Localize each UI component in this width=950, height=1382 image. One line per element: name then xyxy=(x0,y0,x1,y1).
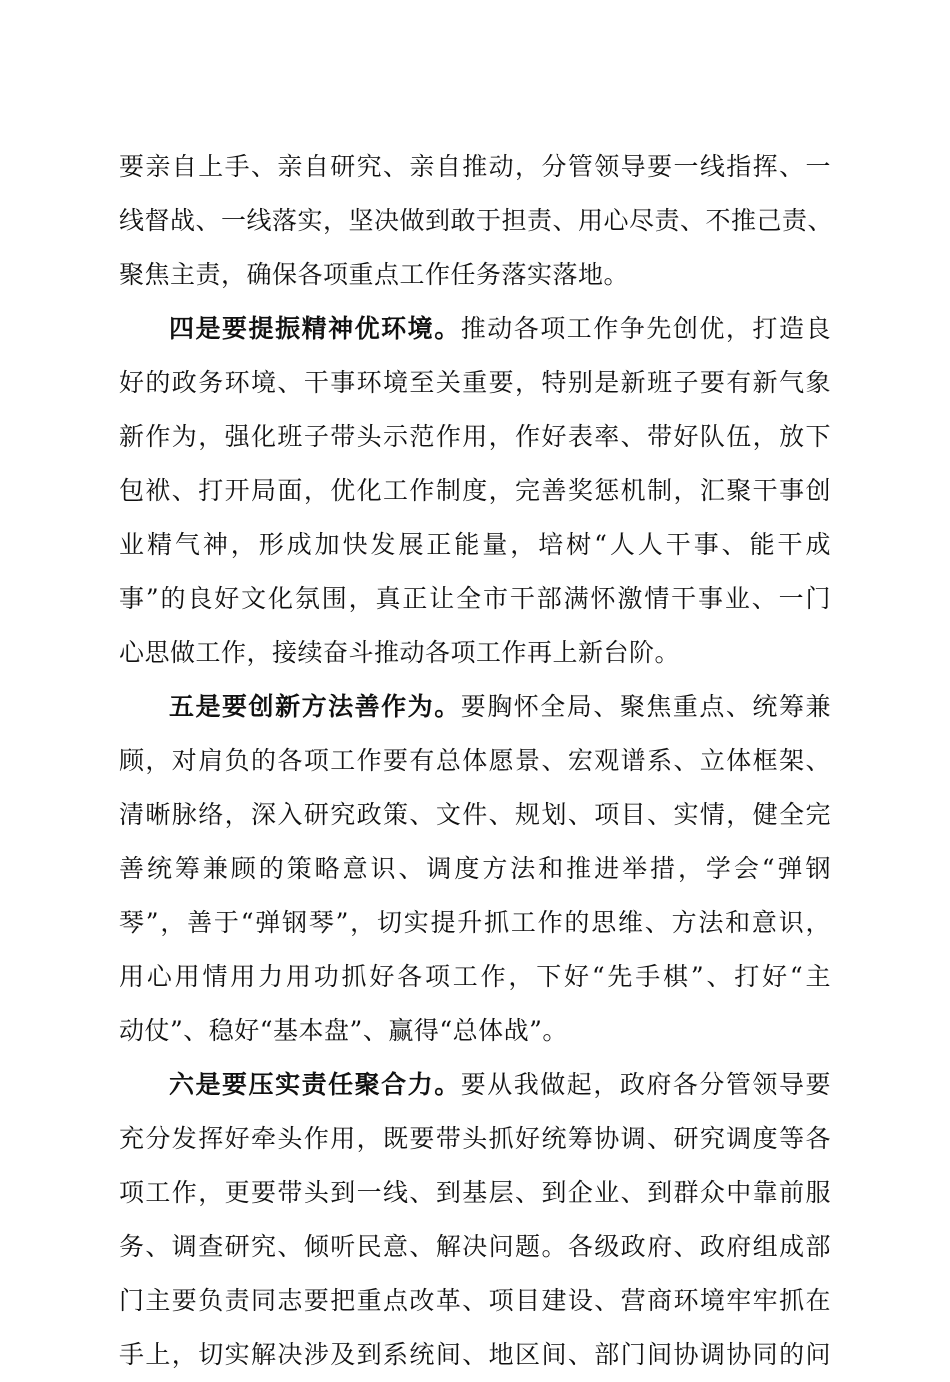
paragraph-heading: 四是要提振精神优环境。 xyxy=(169,314,461,343)
text-line: 要亲自上手、亲自研究、亲自推动，分管领导要一线指挥、一 xyxy=(119,152,831,181)
text-line: 善统筹兼顾的策略意识、调度方法和推进举措，学会“弹钢 xyxy=(119,854,831,883)
paragraph-four xyxy=(119,302,831,680)
text-line: 聚焦主责，确保各项重点工作任务落实落地。 xyxy=(119,260,630,289)
paragraph-heading: 六是要压实责任聚合力。 xyxy=(169,1070,461,1099)
text-line: 项工作，更要带头到一线、到基层、到企业、到群众中靠前服 xyxy=(119,1178,831,1207)
paragraph-six xyxy=(119,1058,831,1382)
text-line: 手上，切实解决涉及到系统间、地区间、部门间协调协同的问 xyxy=(119,1340,831,1369)
text-line: 事”的良好文化氛围，真正让全市干部满怀激情干事业、一门 xyxy=(119,584,831,613)
text-line: 业精气神，形成加快发展正能量，培树“人人干事、能干成 xyxy=(119,530,831,559)
text-span: 推动各项工作争先创优，打造良 xyxy=(460,314,831,343)
text-line-first xyxy=(119,302,831,356)
text-line-first xyxy=(119,680,831,734)
text-line: 清晰脉络，深入研究政策、文件、规划、项目、实情，健全完 xyxy=(119,800,831,829)
text-line: 动仗”、稳好“基本盘”、赢得“总体战”。 xyxy=(119,1016,568,1045)
text-line: 门主要负责同志要把重点改革、项目建设、营商环境牢牢抓在 xyxy=(119,1286,831,1315)
text-line: 包袱、打开局面，优化工作制度，完善奖惩机制，汇聚干事创 xyxy=(119,476,831,505)
text-line: 新作为，强化班子带头示范作用，作好表率、带好队伍，放下 xyxy=(119,422,831,451)
text-line: 心思做工作，接续奋斗推动各项工作再上新台阶。 xyxy=(119,638,681,667)
text-line: 务、调查研究、倾听民意、解决问题。各级政府、政府组成部 xyxy=(119,1232,831,1261)
paragraph-five xyxy=(119,680,831,1058)
text-line: 充分发挥好牵头作用，既要带头抓好统筹协调、研究调度等各 xyxy=(119,1124,831,1153)
document-body xyxy=(119,140,834,1382)
text-line: 琴”，善于“弹钢琴”，切实提升抓工作的思维、方法和意识， xyxy=(119,908,831,937)
text-span: 要胸怀全局、聚焦重点、统筹兼 xyxy=(460,692,831,721)
text-line: 线督战、一线落实，坚决做到敢于担责、用心尽责、不推己责、 xyxy=(119,206,834,235)
paragraph-heading: 五是要创新方法善作为。 xyxy=(169,692,461,721)
text-line: 好的政务环境、干事环境至关重要，特别是新班子要有新气象 xyxy=(119,368,831,397)
text-span: 要从我做起，政府各分管领导要 xyxy=(460,1070,831,1099)
text-line: 顾，对肩负的各项工作要有总体愿景、宏观谱系、立体框架、 xyxy=(119,746,831,775)
text-line-first xyxy=(119,1058,831,1112)
paragraph-continuation xyxy=(119,140,834,302)
text-line: 用心用情用力用功抓好各项工作，下好“先手棋”、打好“主 xyxy=(119,962,831,991)
